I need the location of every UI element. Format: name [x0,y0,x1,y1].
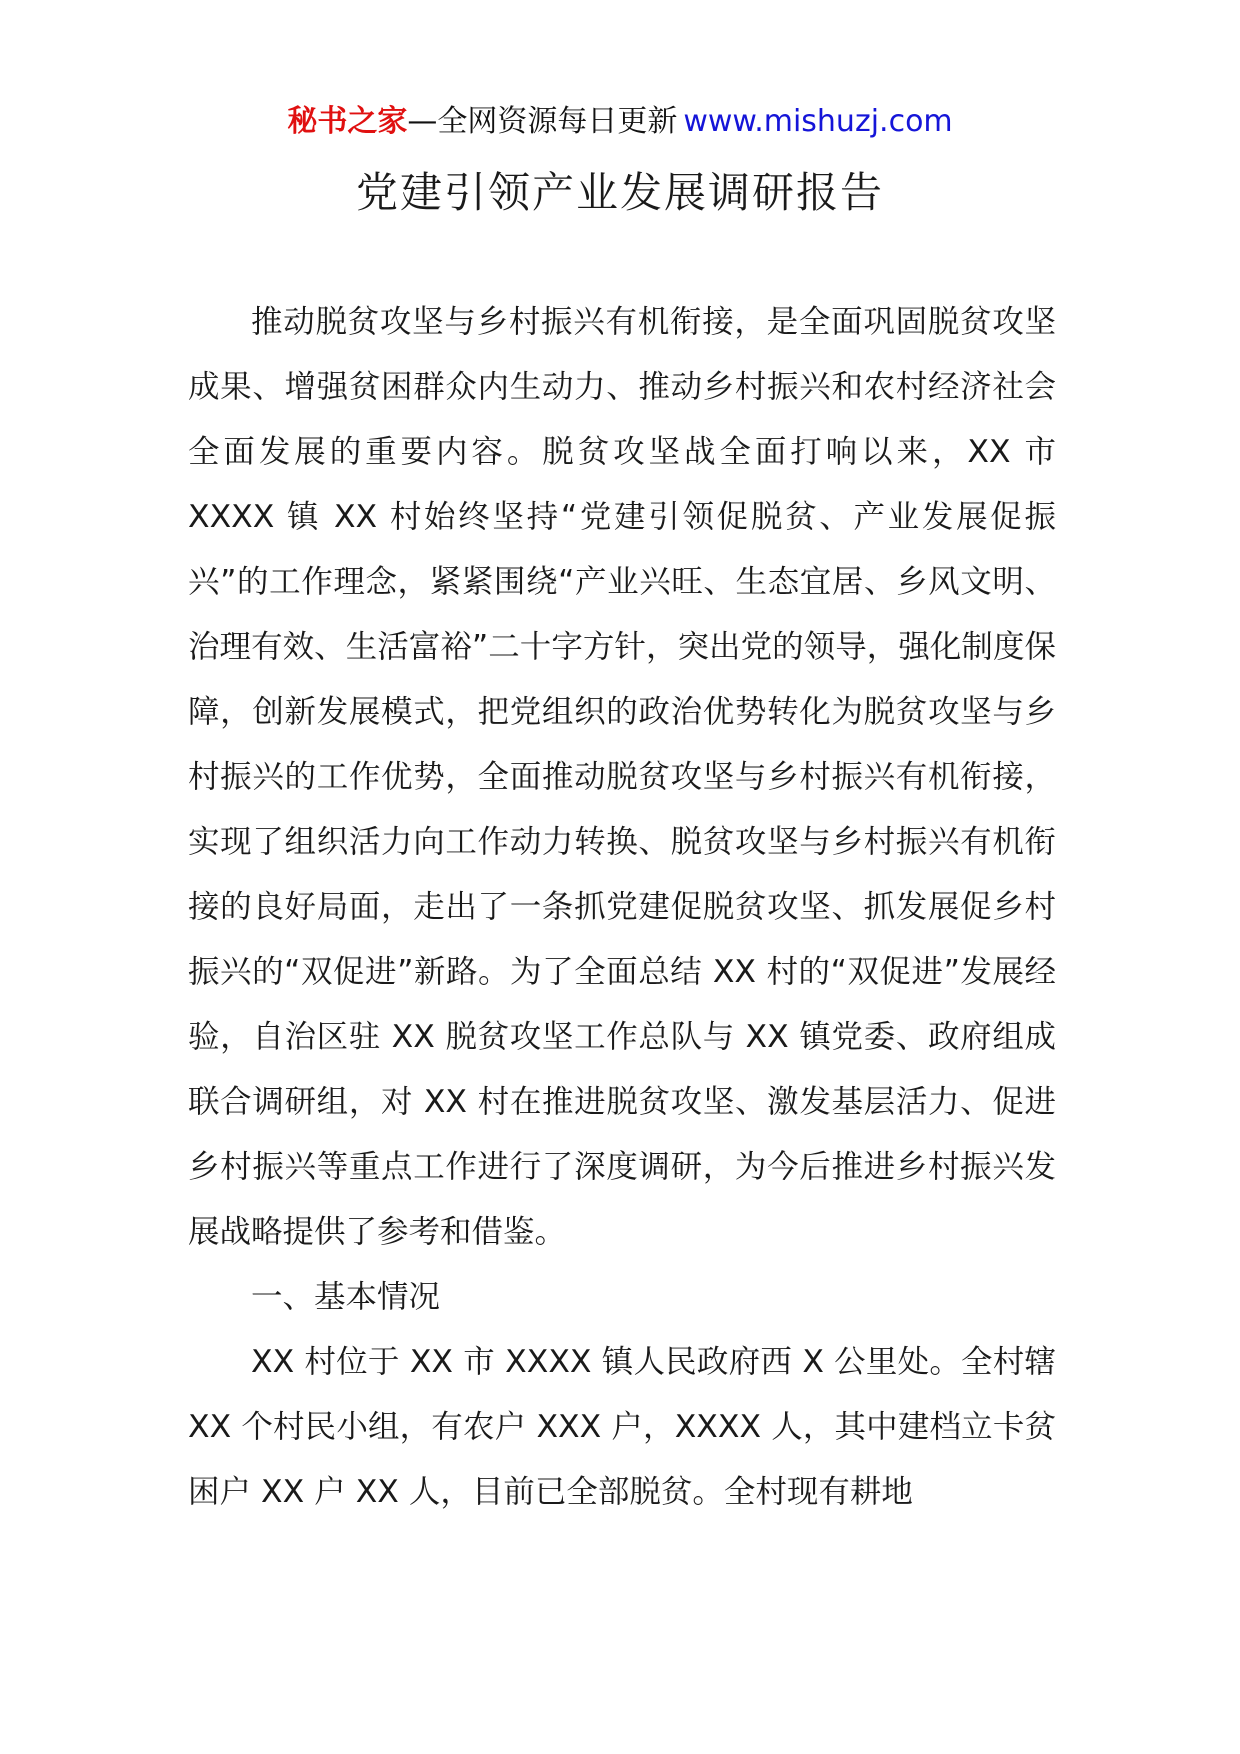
document-title: 党建引领产业发展调研报告 [355,168,884,217]
site-header [0,100,1240,144]
document-body [188,290,1056,1525]
section-heading-basic-info: 一、基本情况 [251,1279,441,1315]
brand-name: 秘书之家 [287,104,408,139]
site-tagline: —全网资源每日更新 [407,104,678,139]
site-url-link[interactable]: www.mishuzj.com [683,104,953,139]
intro-paragraph: 推动脱贫攻坚与乡村振兴有机衔接，是全面巩固脱贫攻坚成果、增强贫困群众内生动力、推动乡村振兴和农村经济社会全面发展的重要内容。脱贫攻坚战全面打响以来，XX 市 XXXX 镇 XX 村始终坚持“党建引领促脱贫、产业发展促振兴”的工作理念，紧紧围绕“产业兴旺、生态宜居、乡风文明、治理有效、生活富裕”二十字方针，突出党的领导，强化制度保障，创新发展模式，把党组织的政治优势转化为脱贫攻坚与乡村振兴的工作优势，全面推动脱贫攻坚与乡村振兴有机衔接，实现了组织活力向工作动力转换、脱贫攻坚与乡村振兴有机衔接的良好局面，走出了一条抓党建促脱贫攻坚、抓发展促乡村振兴的“双促进”新路。为了全面总结 XX 村的“双促进”发展经验，自治区驻 XX 脱贫攻坚工作总队与 XX 镇党委、政府组成联合调研组，对 XX 村在推进脱贫攻坚、激发基层活力、促进乡村振兴等重点工作进行了深度调研，为今后推进乡村振兴发展战略提供了参考和借鉴。 [188,304,1056,1250]
basic-info-paragraph: XX 村位于 XX 市 XXXX 镇人民政府西 X 公里处。全村辖 XX 个村民小组，有农户 XXX 户，XXXX 人，其中建档立卡贫困户 XX 户 XX 人，目前已全部脱贫。全村现有耕地 [188,1344,1056,1510]
